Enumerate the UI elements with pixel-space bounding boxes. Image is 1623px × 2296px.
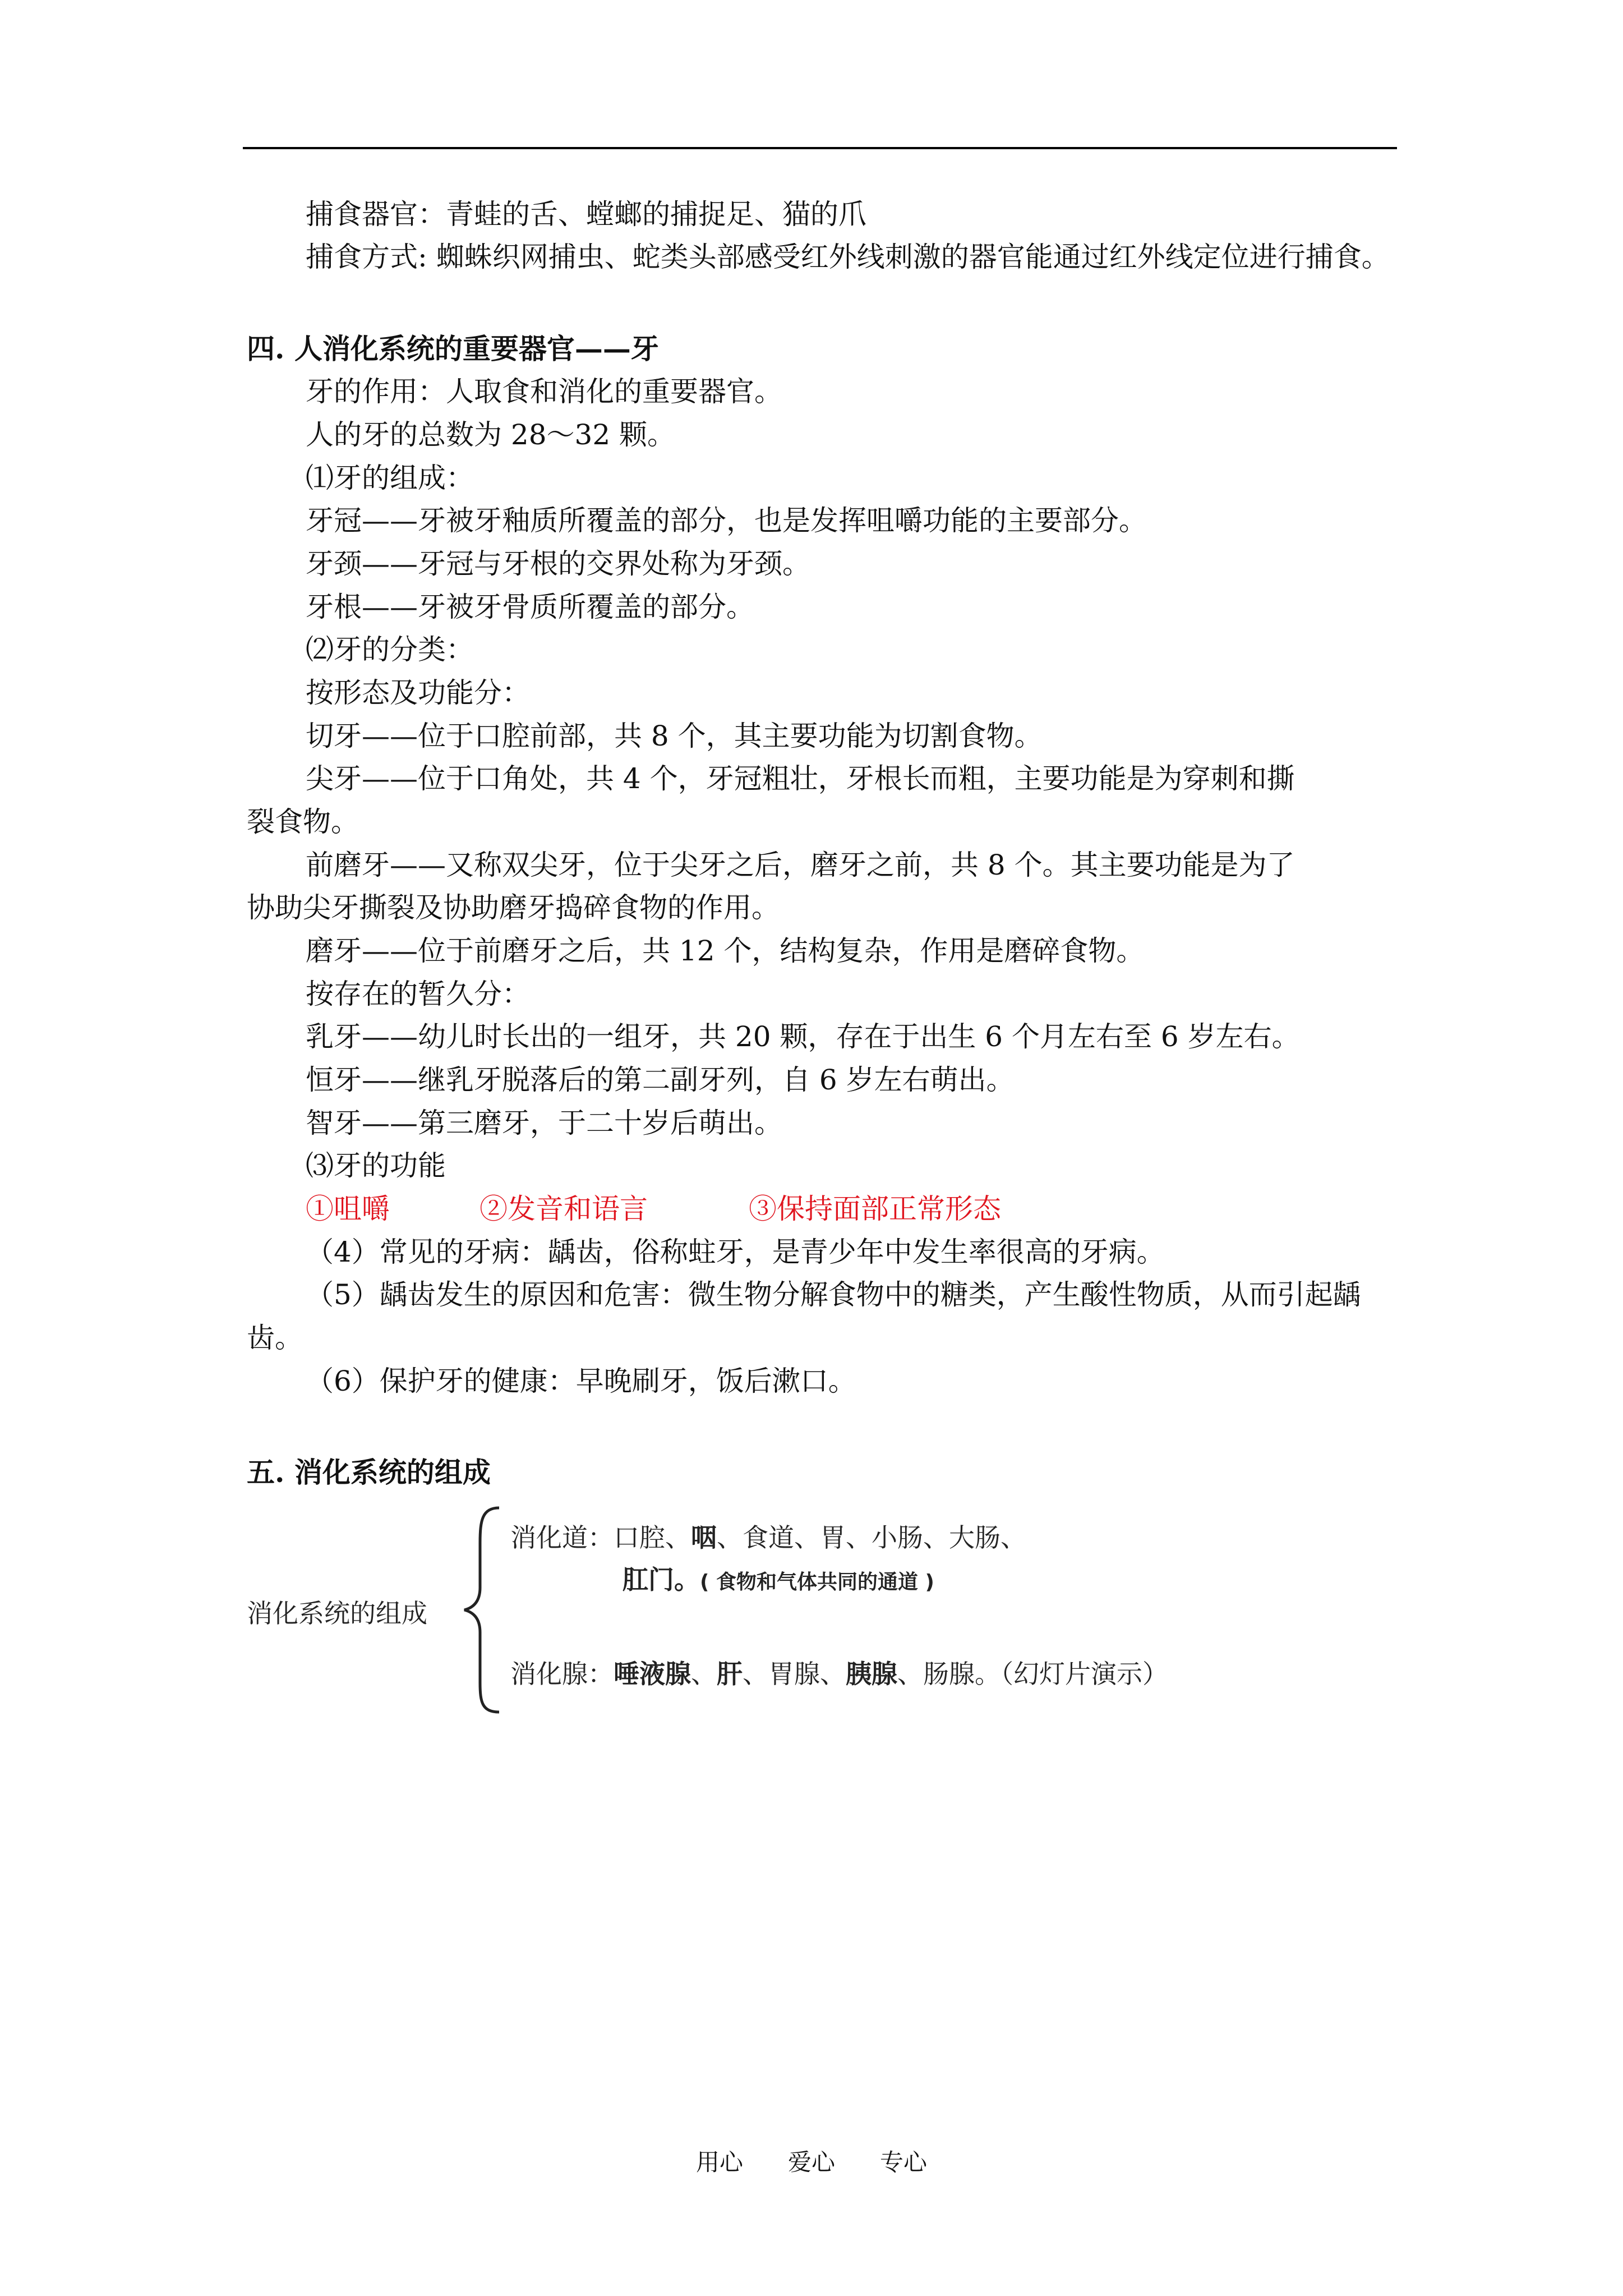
curly-brace-icon (460, 1503, 505, 1717)
text-line: ⑶牙的功能 (306, 1149, 446, 1182)
footer-text: 爱心 (787, 2148, 835, 2176)
text-line: ⑵牙的分类： (306, 633, 474, 666)
text-line: （4）常见的牙病：龋齿，俗称蛀牙，是青少年中发生率很高的牙病。 (306, 1236, 1165, 1268)
gland-item: 胰腺 (846, 1659, 897, 1689)
text-line: ⑴牙的组成： (306, 462, 474, 494)
footer-text: 专心 (880, 2148, 928, 2176)
function-item: ②发音和语言 (479, 1193, 648, 1225)
text-line: 按形态及功能分： (306, 677, 530, 709)
text-line: 恒牙——继乳牙脱落后的第二副牙列，自 6 岁左右萌出。 (306, 1064, 1015, 1096)
diagram-root-label: 消化系统的组成 (247, 1598, 427, 1628)
gland-sep: 、胃腺、 (743, 1659, 846, 1689)
digestive-tract-row-2 (623, 1559, 934, 1596)
text-line: 捕食器官：青蛙的舌、螳螂的捕捉足、猫的爪 (306, 198, 866, 231)
text-line: 牙的作用：人取食和消化的重要器官。 (306, 375, 782, 408)
text-line: 乳牙——幼儿时长出的一组牙，共 20 颗，存在于出生 6 个月左右至 6 岁左右。 (306, 1020, 1300, 1053)
footer-text: 用心 (695, 2148, 743, 2176)
gland-sep: 、 (691, 1659, 717, 1689)
text-line: 裂食物。 (247, 806, 359, 838)
gland-note: （幻灯片演示） (1000, 1659, 1168, 1689)
text-line: 尖牙——位于口角处，共 4 个，牙冠粗壮，牙根长而粗，主要功能是为穿刺和撕 (306, 762, 1295, 795)
text-line: 齿。 (247, 1322, 303, 1354)
digestive-tract-row (510, 1517, 1026, 1554)
text-line: 协助尖牙撕裂及协助磨牙捣碎食物的作用。 (247, 891, 780, 924)
function-item: ①咀嚼 (306, 1193, 390, 1225)
section-heading: 四. 人消化系统的重要器官——牙 (247, 332, 659, 365)
text-line: 牙冠——牙被牙釉质所覆盖的部分，也是发挥咀嚼功能的主要部分。 (306, 504, 1147, 537)
tooth-functions (306, 1192, 1001, 1226)
gland-label: 消化腺： (510, 1659, 614, 1689)
gland-sep: 、肠腺。 (897, 1659, 1000, 1689)
header-rule (243, 147, 1397, 149)
text-line: 切牙——位于口腔前部，共 8 个，其主要功能为切割食物。 (306, 720, 1043, 752)
text-line: 人的牙的总数为 28～32 颗。 (306, 418, 676, 451)
text-line: 牙颈——牙冠与牙根的交界处称为牙颈。 (306, 547, 810, 580)
section-heading: 五. 消化系统的组成 (247, 1456, 491, 1489)
text-line: 捕食方式: 蜘蛛织网捕虫、蛇类头部感受红外线刺激的器官能通过红外线定位进行捕食。 (306, 241, 1390, 273)
text-line: 按存在的暂久分： (306, 978, 530, 1010)
tract-item: 、食道、胃、小肠、大肠、 (717, 1522, 1026, 1553)
tract-item: 肛门。 (623, 1565, 700, 1595)
digestive-gland-row (510, 1654, 1168, 1691)
tract-item: 口腔、 (614, 1522, 691, 1553)
tract-note: ( 食物和气体共同的通道 ) (700, 1571, 934, 1594)
tract-label: 消化道： (510, 1522, 614, 1553)
page-footer (0, 2144, 1623, 2178)
text-line: 磨牙——位于前磨牙之后，共 12 个，结构复杂，作用是磨碎食物。 (306, 935, 1145, 967)
digestive-system-diagram (247, 1503, 1256, 1717)
text-line: （5）龋齿发生的原因和危害：微生物分解食物中的糖类，产生酸性物质，从而引起龋 (306, 1278, 1361, 1311)
gland-item: 唾液腺 (614, 1659, 691, 1689)
tract-item-bold: 咽 (691, 1522, 717, 1553)
gland-item: 肝 (717, 1659, 743, 1689)
text-line: （6）保护牙的健康：早晚刷牙，饭后漱口。 (306, 1365, 856, 1397)
text-line: 前磨牙——又称双尖牙，位于尖牙之后，磨牙之前，共 8 个。其主要功能是为了 (306, 849, 1295, 881)
text-line: 牙根——牙被牙骨质所覆盖的部分。 (306, 591, 754, 623)
function-item: ③保持面部正常形态 (749, 1193, 1001, 1225)
text-line: 智牙——第三磨牙，于二十岁后萌出。 (306, 1107, 782, 1139)
